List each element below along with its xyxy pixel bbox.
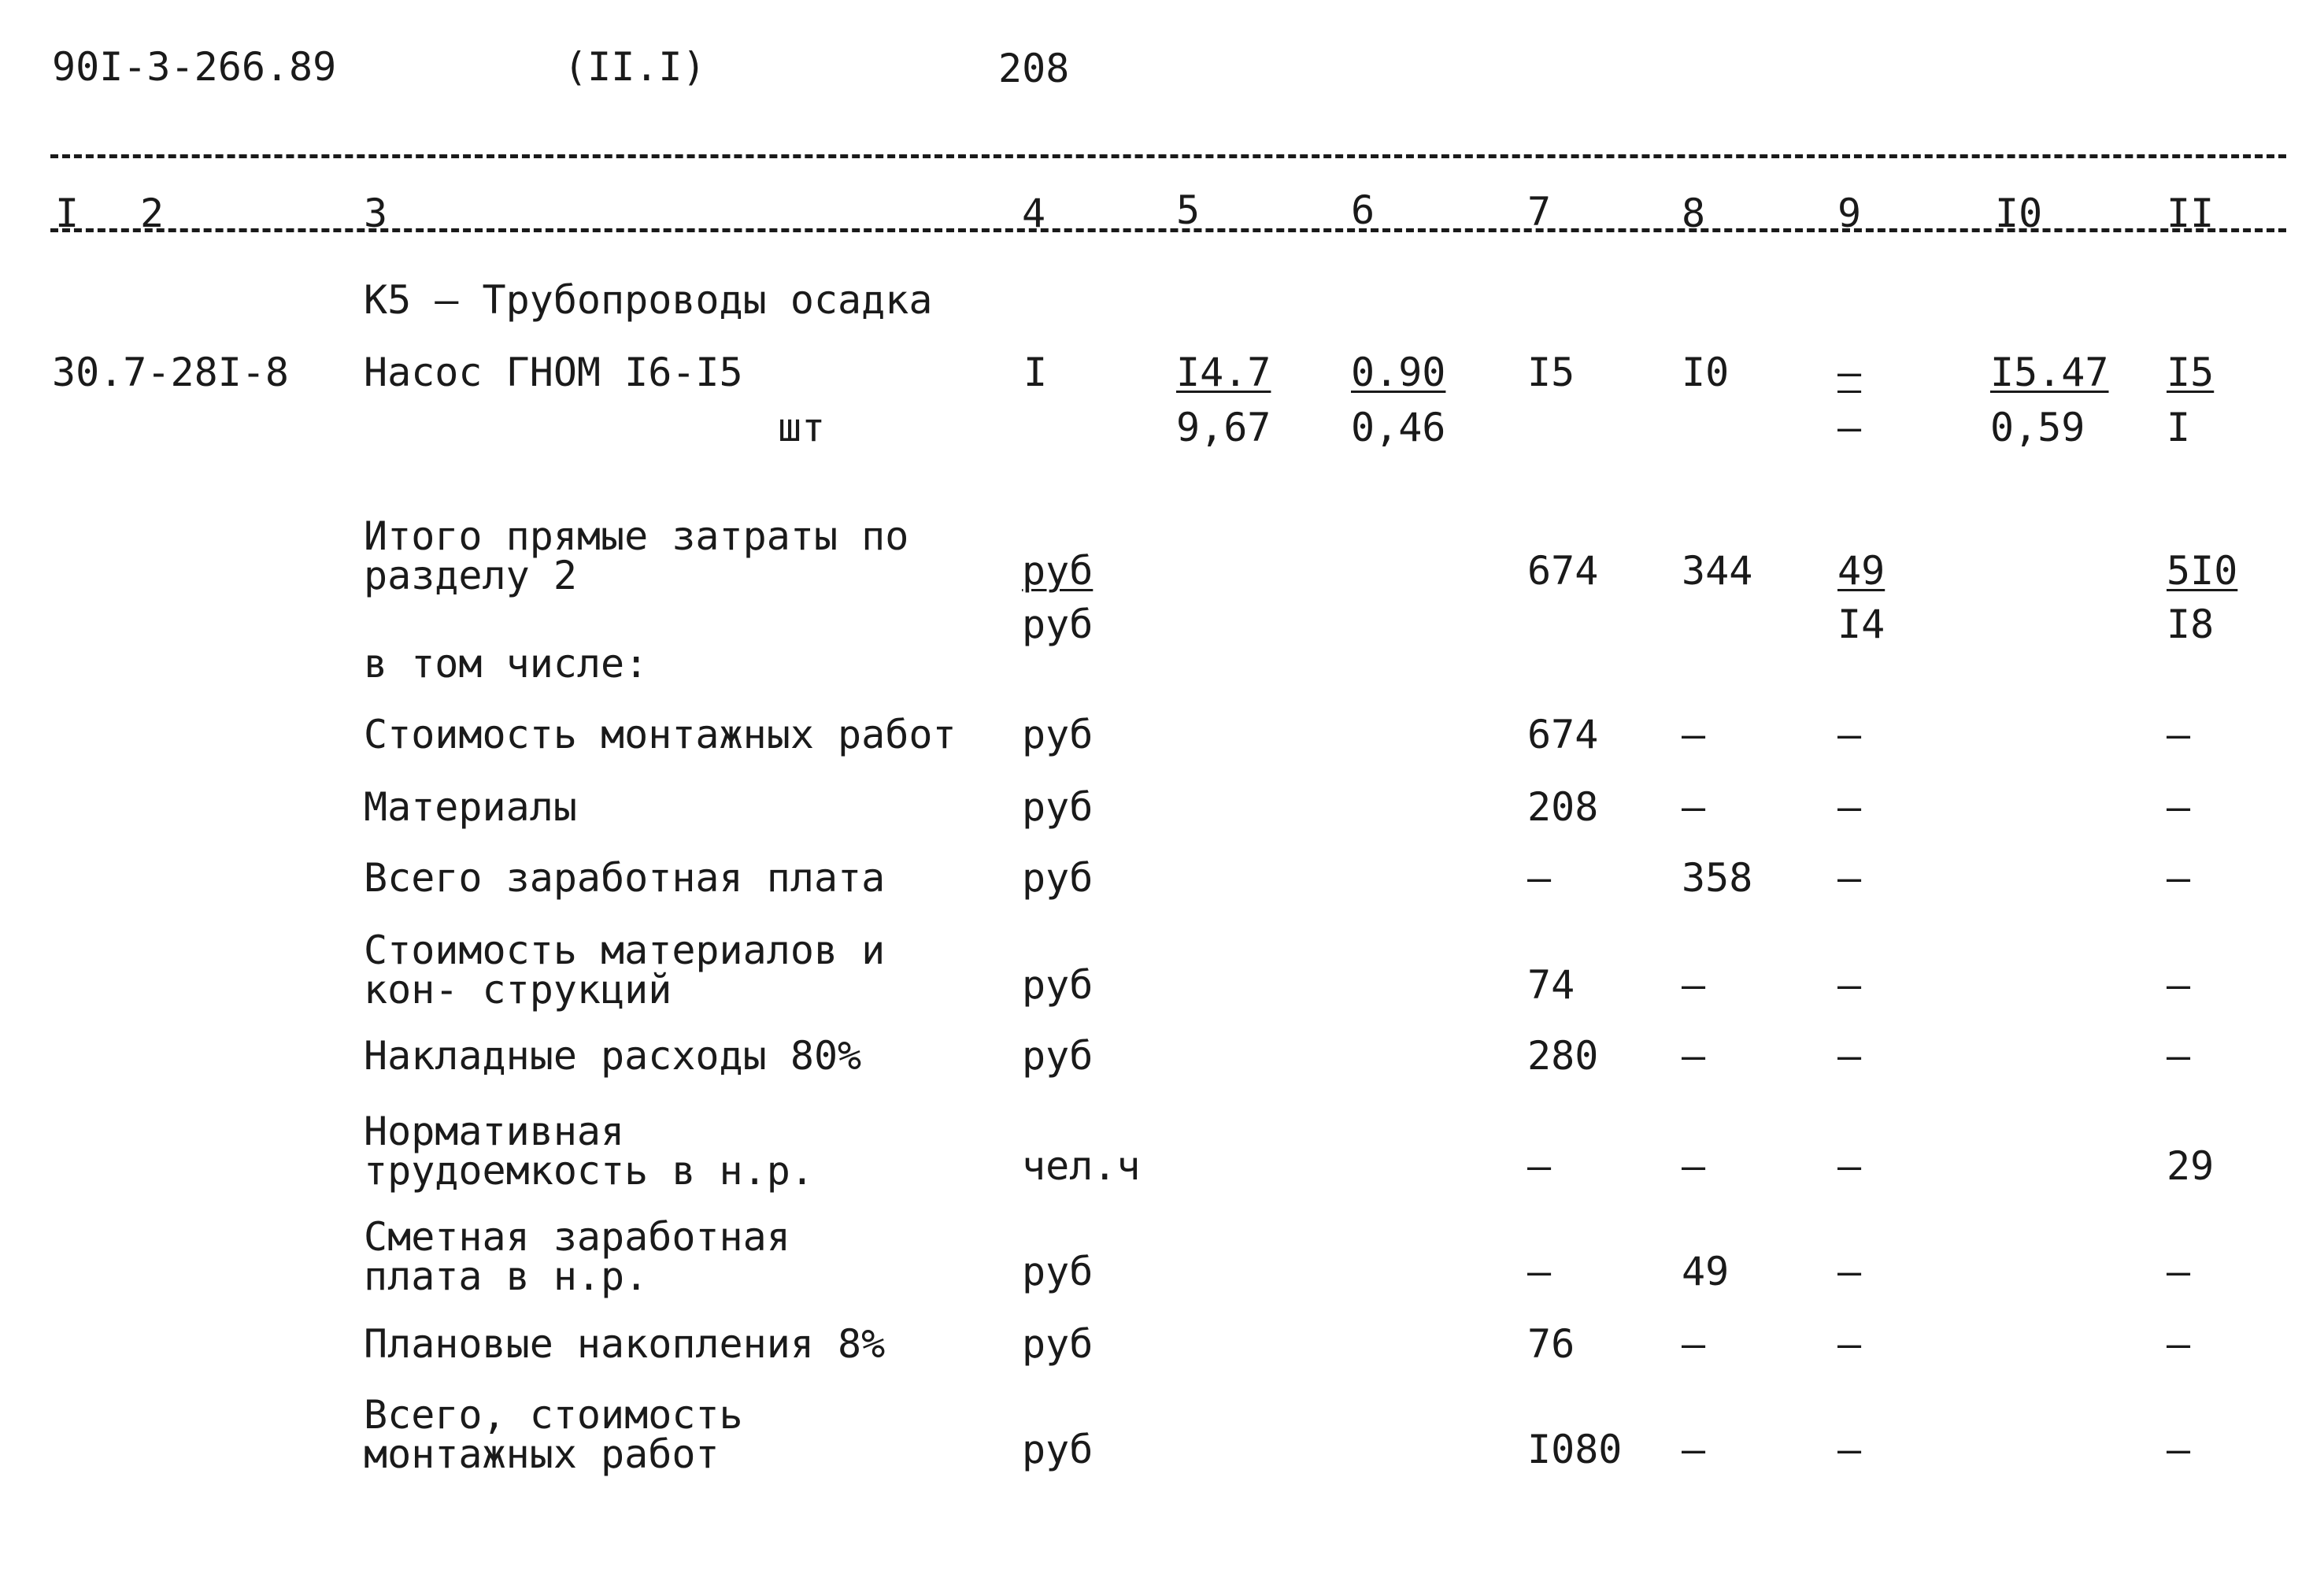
cell-value: – — [1837, 350, 1862, 395]
total-label: Итого прямые затраты по разделу 2 — [364, 513, 909, 598]
cell-value: 358 — [1682, 855, 1753, 901]
cell-value: 5I0 — [2167, 548, 2238, 594]
cell-value: – — [1682, 784, 1706, 830]
cell-value: I5 — [2167, 350, 2215, 395]
cell-value: – — [2167, 1321, 2191, 1367]
cell-value: – — [1837, 1033, 1862, 1079]
column-number: 7 — [1527, 189, 1552, 235]
row-unit: руб — [1022, 1321, 1094, 1367]
cell-value: I4 — [1837, 602, 1885, 647]
cell-value: I — [2167, 405, 2191, 450]
cell-value: 9,67 — [1176, 405, 1271, 450]
column-number: 3 — [364, 191, 388, 236]
cell-value: 674 — [1527, 712, 1599, 757]
column-number: 2 — [140, 191, 165, 236]
cell-value: – — [2167, 1427, 2191, 1472]
dashed-rule — [50, 154, 2286, 158]
cell-value: I5 — [1527, 350, 1575, 395]
column-number: 9 — [1837, 191, 1862, 236]
cell-value: – — [1837, 784, 1862, 830]
row-label: Всего заработная плата — [364, 855, 886, 901]
cell-value: – — [1837, 712, 1862, 757]
cell-value: – — [1682, 712, 1706, 757]
cell-unit: руб — [1022, 548, 1094, 594]
cell-value: 208 — [1527, 784, 1599, 830]
cell-value: 74 — [1527, 962, 1575, 1008]
row-unit: руб — [1022, 1249, 1094, 1294]
cell-value: – — [2167, 962, 2191, 1008]
row-label: Стоимость материалов и кон- струкций — [364, 927, 886, 1013]
cell-value: 344 — [1682, 548, 1753, 594]
cell-value: – — [2167, 712, 2191, 757]
column-number: II — [2167, 191, 2215, 236]
column-number: 5 — [1176, 187, 1201, 233]
row-label: Всего, стоимость монтажных работ — [364, 1392, 743, 1477]
item-quantity: I — [1023, 350, 1048, 395]
cell-value: I8 — [2167, 602, 2215, 647]
row-label: Материалы — [364, 784, 577, 830]
row-label: Плановые накопления 8% — [364, 1321, 886, 1367]
cell-value: – — [1682, 1033, 1706, 1079]
cell-value: I080 — [1527, 1427, 1623, 1472]
column-number: 4 — [1022, 191, 1046, 236]
cell-value: – — [1837, 1427, 1862, 1472]
cell-value: – — [1682, 1143, 1706, 1189]
cell-value: 674 — [1527, 548, 1599, 594]
column-number: 8 — [1682, 191, 1706, 236]
cell-value: 280 — [1527, 1033, 1599, 1079]
row-unit: руб — [1022, 712, 1094, 757]
cell-value: – — [1837, 1321, 1862, 1367]
cell-value: – — [1837, 405, 1862, 450]
cell-value: 29 — [2167, 1143, 2215, 1189]
cell-value: – — [1682, 1427, 1706, 1472]
cell-value: – — [1527, 1143, 1552, 1189]
cell-value: – — [1837, 962, 1862, 1008]
cell-value: I4.7 — [1176, 350, 1271, 395]
cell-value: – — [1682, 1321, 1706, 1367]
row-label: Стоимость монтажных работ — [364, 712, 957, 757]
cell-value: – — [1682, 962, 1706, 1008]
row-unit: руб — [1022, 784, 1094, 830]
row-label: Сметная заработная плата в н.р. — [364, 1214, 790, 1299]
cell-value: 0,59 — [1990, 405, 2085, 450]
cell-value: – — [2167, 1249, 2191, 1294]
document-code: 90I-3-266.89 — [52, 44, 337, 90]
row-label: Нормативная трудоемкость в н.р. — [364, 1109, 814, 1194]
row-unit: руб — [1022, 962, 1094, 1008]
including-label: в том числе: — [364, 641, 649, 687]
column-number: I — [55, 191, 80, 236]
item-unit: шт — [778, 405, 826, 450]
cell-value: – — [1837, 1249, 1862, 1294]
row-unit: чел.ч — [1022, 1143, 1141, 1189]
row-unit: руб — [1022, 1033, 1094, 1079]
cell-value: – — [1837, 855, 1862, 901]
cell-unit: руб — [1022, 602, 1094, 647]
cell-value: I5.47 — [1990, 350, 2109, 395]
cell-value: – — [2167, 1033, 2191, 1079]
row-label: Накладные расходы 80% — [364, 1033, 862, 1079]
item-code: 30.7-28I-8 — [52, 350, 290, 395]
dashed-rule — [50, 228, 2286, 232]
column-number: 6 — [1351, 187, 1375, 233]
section-title: К5 – Трубопроводы осадка — [364, 277, 933, 323]
cell-value: 0.90 — [1351, 350, 1446, 395]
cell-value: – — [1527, 1249, 1552, 1294]
cell-value: 0,46 — [1351, 405, 1446, 450]
cell-value: – — [1527, 855, 1552, 901]
row-unit: руб — [1022, 1427, 1094, 1472]
cell-value: – — [2167, 855, 2191, 901]
cell-value: – — [2167, 784, 2191, 830]
cell-value: I0 — [1682, 350, 1730, 395]
section-number: (II.I) — [564, 44, 706, 90]
cell-value: 49 — [1682, 1249, 1730, 1294]
column-number: I0 — [1995, 191, 2043, 236]
item-name: Насос ГНОМ I6-I5 — [364, 350, 743, 395]
page-number: 208 — [998, 46, 1070, 91]
cell-value: – — [1837, 1143, 1862, 1189]
row-unit: руб — [1022, 855, 1094, 901]
cell-value: 49 — [1837, 548, 1885, 594]
cell-value: 76 — [1527, 1321, 1575, 1367]
